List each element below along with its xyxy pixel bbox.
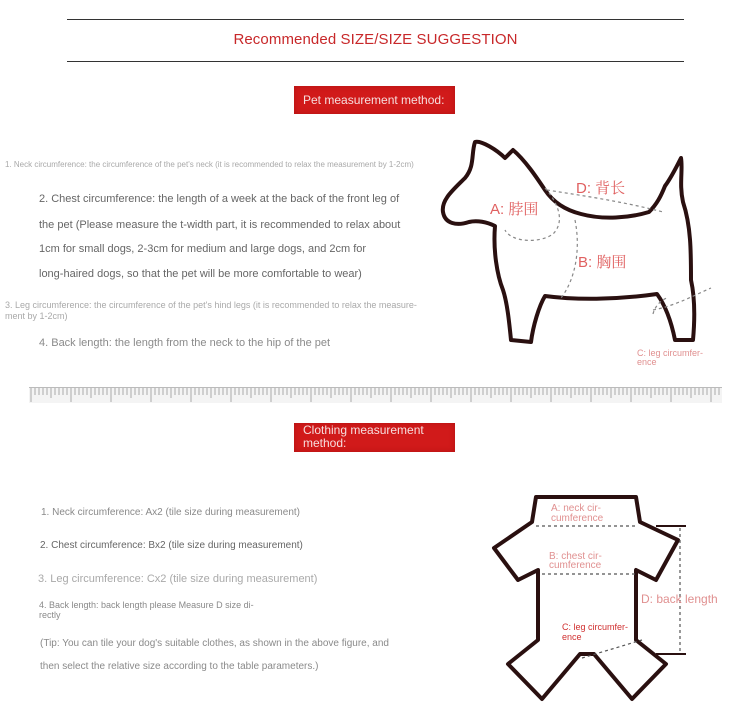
- pet-item-neck: 1. Neck circumference: the circumference of the pet's neck (it is recommended to relax the measurement by 1-2cm): [5, 160, 414, 169]
- pet-item-chest-line1: 2. Chest circumference: the length of a week at the back of the front leg of: [39, 193, 400, 205]
- dog-label-b: B: 胸围: [578, 254, 627, 271]
- ruler-divider: [29, 387, 722, 403]
- dog-illustration: [435, 130, 720, 370]
- clothing-button-line2: method:: [303, 436, 347, 450]
- dog-chest-dash: [561, 220, 577, 298]
- dog-label-a: A: 脖围: [490, 201, 539, 218]
- garment-label-d: D: back length: [641, 592, 718, 606]
- clothing-item-back-line2: rectly: [39, 610, 61, 620]
- pet-item-chest-line3: 1cm for small dogs, 2-3cm for medium and large dogs, and 2cm for: [39, 243, 367, 255]
- dog-label-c-line2: ence: [637, 357, 657, 367]
- pet-item-chest-line4: long-haired dogs, so that the pet will be more comfortable to wear): [39, 268, 362, 280]
- clothing-tip-line1: (Tip: You can tile your dog's suitable clothes, as shown in the above figure, and: [40, 638, 389, 649]
- garment-label-a-line1: A: neck cir-: [551, 503, 602, 514]
- garment-label-c-line2: ence: [562, 632, 582, 642]
- clothing-button-line1: Clothing measurement: [303, 423, 424, 437]
- clothing-item-leg: 3. Leg circumference: Cx2 (tile size during measurement): [38, 573, 318, 585]
- dog-label-c-line1: C: leg circumfer-: [637, 348, 704, 358]
- pet-item-leg-line2: ment by 1-2cm): [5, 311, 68, 321]
- dog-label-d: D: 背长: [576, 180, 626, 197]
- clothing-item-chest: 2. Chest circumference: Bx2 (tile size during measurement): [40, 540, 303, 551]
- garment-label-a-line2: cumference: [551, 513, 604, 524]
- header-bottom-rule: [67, 61, 684, 62]
- garment-label-b-line2: cumference: [549, 560, 602, 571]
- dog-outline: [443, 142, 695, 342]
- pet-item-back: 4. Back length: the length from the neck to the hip of the pet: [39, 337, 331, 349]
- pet-measurement-button[interactable]: [294, 86, 455, 114]
- clothing-item-back-line1: 4. Back length: back length please Measure D size di-: [39, 600, 254, 610]
- page-title: Recommended SIZE/SIZE SUGGESTION: [233, 31, 518, 48]
- pet-item-leg-line1: 3. Leg circumference: the circumference of the pet's hind legs (it is recommended to relax the measure-: [5, 300, 417, 310]
- garment-label-b-line1: B: chest cir-: [549, 551, 602, 562]
- pet-measurement-button-label: Pet measurement method:: [303, 93, 445, 107]
- garment-label-c-line1: C: leg circumfer-: [562, 622, 629, 632]
- clothing-measurement-button[interactable]: [294, 423, 455, 452]
- clothing-item-neck: 1. Neck circumference: Ax2 (tile size during measurement): [41, 507, 300, 518]
- pet-item-chest-line2: the pet (Please measure the t-width part, it is recommended to relax about: [39, 219, 401, 231]
- header-top-rule: [67, 19, 684, 20]
- clothing-tip-line2: then select the relative size according to the table parameters.): [40, 661, 319, 672]
